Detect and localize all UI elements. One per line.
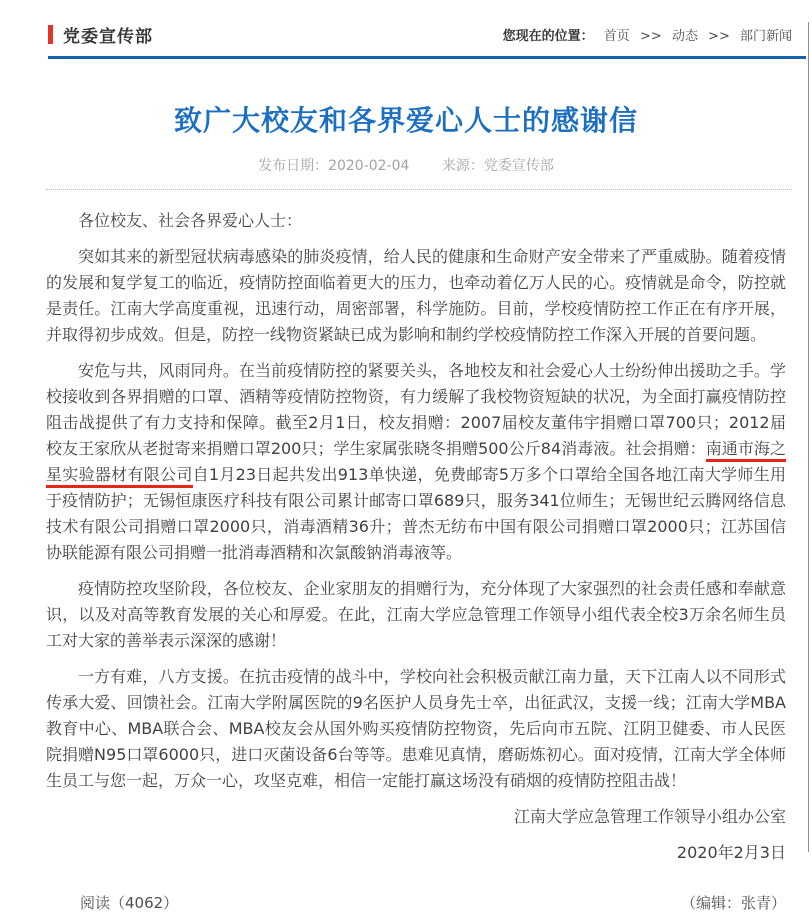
paragraph-2-after: 自1月23日起共发出913单快递，免费邮寄5万多个口罩给全国各地江南大学师生用于疫情防护；无锡恒康医疗科技有限公司累计邮寄口罩689只，服务341位师生；无锡世纪云腾网络信息技术有限公司捐赠口罩2000只，消毒酒精36升；普杰无纺布中国有限公司捐赠口罩2000只；江苏国信协联能源有限公司捐赠一批消毒酒精和次氯酸钠消毒液等。 <box>46 465 786 562</box>
article-title: 致广大校友和各界爱心人士的感谢信 <box>173 104 638 137</box>
paragraph-2 <box>46 358 786 566</box>
header-left <box>48 22 153 47</box>
publish-date-label: 发布日期： <box>258 158 329 174</box>
breadcrumb-label: 您现在的位置： <box>502 29 594 44</box>
paragraph-3: 疫情防控攻坚阶段，各位校友、企业家朋友的捐赠行为，充分体现了大家强烈的社会责任感和奉献意识，以及对高等教育发展的关心和厚爱。在此，江南大学应急管理工作领导小组代表全校3万余名师生员工对大家的善举表示深深的感谢！ <box>46 579 786 650</box>
paragraph-salutation: 各位校友、社会各界爱心人士： <box>78 211 303 230</box>
paragraph-1: 突如其来的新型冠状病毒感染的肺炎疫情，给人民的健康和生命财产安全带来了严重威胁。随着疫情的发展和复学复工的临近，疫情防控面临着更大的压力，也牵动着亿万人民的心。疫情就是命令，防控就是责任。江南大学高度重视，迅速行动，周密部署，科学施防。目前，学校疫情防控工作正在有序开展，并取得初步成效。但是，防控一线物资紧缺已成为影响和制约学校疫情防控工作深入开展的首要问题。 <box>46 247 786 344</box>
page-header <box>48 22 806 59</box>
breadcrumb-link-news[interactable]: 动态 <box>671 29 698 44</box>
read-count: 阅读（4062） <box>80 894 179 912</box>
page-right-border <box>808 22 809 852</box>
signature-line: 江南大学应急管理工作领导小组办公室 <box>513 807 786 826</box>
section-title: 党委宣传部 <box>63 27 153 47</box>
source-label: 来源： <box>441 158 484 174</box>
paragraph-2-before: 安危与共，风雨同舟。在当前疫情防控的紧要关头，各地校友和社会爱心人士纷纷伸出援助之手。学校接收到各界捐赠的口罩、酒精等疫情防控物资，有力缓解了我校物资短缺的状况，为全面打赢疫情防控阻击战提供了有力支持和保障。截至2月1日，校友捐赠：2007届校友董伟宇捐赠口罩700只；2012届校友王家欣从老挝寄来捐赠口罩200只；学生家属张晓冬捐赠500公斤84消毒液。社会捐赠： <box>46 361 786 458</box>
breadcrumb-link-dept-news[interactable]: 部门新闻 <box>739 29 792 44</box>
breadcrumb <box>503 25 792 44</box>
signature-date: 2020年2月3日 <box>676 843 786 862</box>
page-footer <box>46 892 786 913</box>
paragraph-4: 一方有难，八方支援。在抗击疫情的战斗中，学校向社会积极贡献江南力量，天下江南人以不同形式传承大爱、回馈社会。江南大学附属医院的9名医护人员身先士卒，出征武汉，支援一线；江南大学MBA教育中心、MBA联合会、MBA校友会从国外购买疫情防控物资，先后向市五院、江阴卫健委、市人民医院捐赠N95口罩6000只，进口灭菌设备6台等等。患难见真情，磨砺炼初心。面对疫情，江南大学全体师生员工与您一起，万众一心，攻坚克难，相信一定能打赢这场没有硝烟的疫情防控阻击战！ <box>46 667 786 790</box>
breadcrumb-link-home[interactable]: 首页 <box>603 29 630 44</box>
editor-credit: （编辑：张青） <box>680 894 786 912</box>
publish-date-value: 2020-02-04 <box>328 158 410 174</box>
highlighted-company-name: 南通市海之星实验器材有限公司 <box>46 439 786 488</box>
article-meta <box>0 155 812 175</box>
dotted-divider <box>46 189 792 190</box>
page <box>0 22 812 912</box>
breadcrumb-separator: >> <box>639 29 662 44</box>
breadcrumb-separator: >> <box>708 29 730 44</box>
source-value: 党委宣传部 <box>483 158 554 174</box>
red-accent-bar <box>48 25 53 44</box>
article-body <box>46 208 786 866</box>
